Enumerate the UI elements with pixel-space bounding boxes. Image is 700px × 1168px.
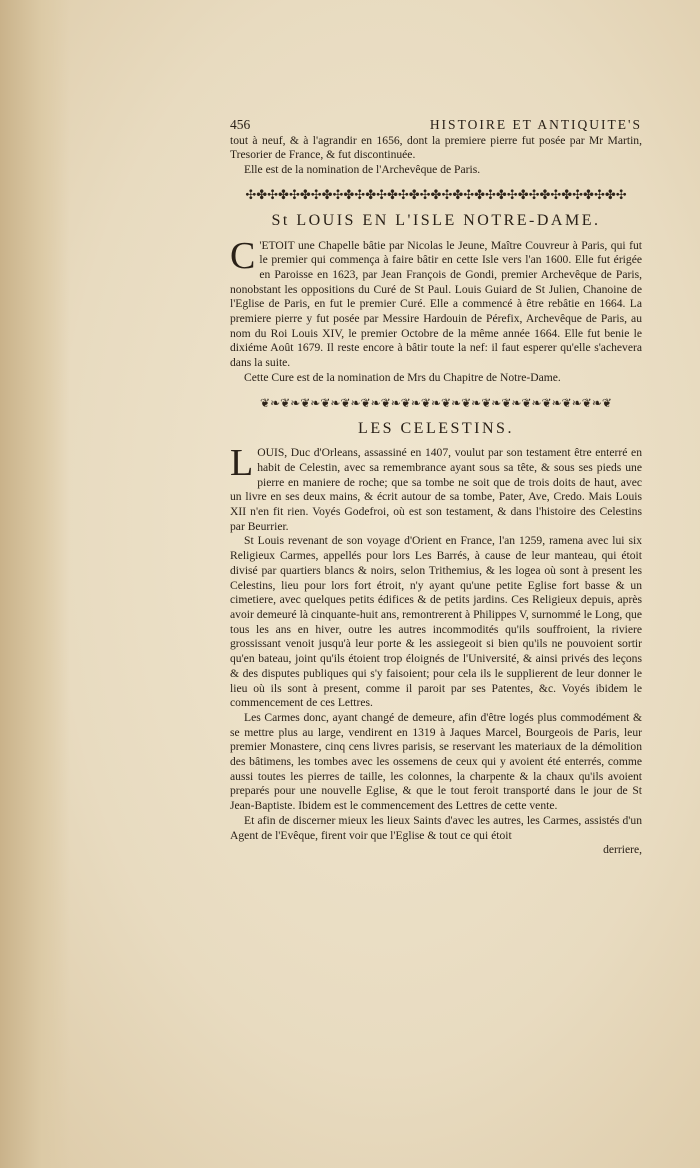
running-head (230, 118, 642, 133)
text-block (230, 118, 642, 858)
catchword: derriere, (603, 843, 642, 857)
body-paragraph: Les Carmes donc, ayant changé de demeure, afin d'être logés plus commodément & se mettre plus au large, vendirent en 1319 à Jaques Marcel, Bourgeois de Paris, leur premier Monastere, cinq cens livres parisis, se reservant les materiaux de la démolition des bâtimens, les tombes avec les ossemens de ceux qui y avoient été enterrés, comme aussi toutes les pierres de taille, les colonnes, la charpente & la chaux qu'ils avoient preparés pour une nouvelle Eglise, & que le tout feroit transporté dans le jour de St Jean-Baptiste. Ibidem est le commencement des Lettres de cette vente. (230, 710, 642, 813)
body-paragraph: 'ETOIT une Chapelle bâtie par Nicolas le Jeune, Maître Couvreur à Paris, qui fut le premier qui commença à faire bâtir en cette Isle vers l'an 1600. Elle fut érigée en Paroisse en 1623, par Jean François de Gondi, premier Archevêque de Paris, nonobstant les oppositions du Curé de St Paul. Louis Guiard de St Julien, Chanoine de l'Eglise de Paris, en fut le premier Curé. Elle a commencé à être rebâtie en 1664. La premiere pierre y fut posée par Messire Hardouin de Pérefix, Archevêque de Paris, au nom du Roi Louis XIV, le premier Octobre de la même année 1664. Elle fut benie le dixiéme Août 1679. Il reste encore à bâtir toute la nef: il faut esperer qu'elle s'achevera dans la suite. (230, 238, 642, 370)
drop-capital: C (230, 234, 256, 277)
page-number: 456 (230, 117, 251, 132)
body-paragraph: St Louis revenant de son voyage d'Orient en France, l'an 1259, ramena avec lui six Religieux Carmes, appellés pour lors Les Barrés, à cause de leur manteau, qui étoit divisé par quartiers blancs & noirs, selon Trithemius, & les logea où sont à present les Celestins, lieu pour lors fort étroit, n'y ayant qu'une petite Eglise fort basse & un cimetiere, avec quelques petits édifices & de petits jardins. Ces Religieux depuis, après avoir demeuré là cinquante-huit ans, remontrerent à Philippes V, surnommé le Long, que tous les ans en hiver, outre les autres incommodités qu'ils souffroient, la riviere grossissant venoit jusqu'à leur porte & les assiegeoit si bien qu'ils ne pouvoient sortir qu'en bateau, joint qu'ils étoient trop éloignés de l'Université, & ainsi privés des leçons & des disputes publiques qui s'y faisoient; pour cela ils le supplierent de leur donner le lieu où ils sont à present, comme il paroit par ses Patentes, &c. Voyés ibidem le commencement de ces Lettres. (230, 534, 642, 710)
drop-capital: L (230, 442, 254, 485)
body-paragraph: Cette Cure est de la nomination de Mrs du Chapitre de Notre-Dame. (244, 370, 561, 384)
intro-paragraph: Elle est de la nomination de l'Archevêque de Paris. (244, 163, 481, 177)
running-title: HISTOIRE ET ANTIQUITE'S (429, 117, 642, 132)
body-paragraph: Et afin de discerner mieux les lieux Saints d'avec les autres, les Carmes, assistés d'un Agent de l'Evêque, firent voir que l'Eglise & tout ce qui étoit (230, 813, 642, 842)
ornament-band: ✣✤✣✤✣✤✣✤✣✤✣✤✣✤✣✤✣✤✣✤✣✤✣✤✣✤✣✤✣✤✣✤✣✤✣ (245, 187, 627, 202)
ornament-band: ❦❧❦❧❦❧❦❧❦❧❦❧❦❧❦❧❦❧❦❧❦❧❦❧❦❧❦❧❦❧❦❧❦❧❦ (260, 395, 612, 410)
section-title: LES CELESTINS. (358, 419, 514, 437)
intro-paragraph: tout à neuf, & à l'agrandir en 1656, dont la premiere pierre fut posée par Mr Martin, Tresorier de France, & fut discontinuée. (230, 133, 642, 162)
page-gutter (0, 0, 70, 1168)
section-title: St LOUIS EN L'ISLE NOTRE-DAME. (271, 211, 601, 229)
body-paragraph: OUIS, Duc d'Orleans, assassiné en 1407, voulut par son testament être enterré en habit de Celestin, avec sa remembrance ayant sous sa tête, & sous ses pieds une pierre en maniere de roche; que sa tombe ne soit que de trois doits de haut, avec un livre en ses deux mains, & écrit autour de sa tombe, Pater, Ave, Credo. Mais Louis XII n'en fit rien. Voyés Godefroi, où est son testament, & dans l'histoire des Celestins par Beurrier. (230, 446, 642, 533)
